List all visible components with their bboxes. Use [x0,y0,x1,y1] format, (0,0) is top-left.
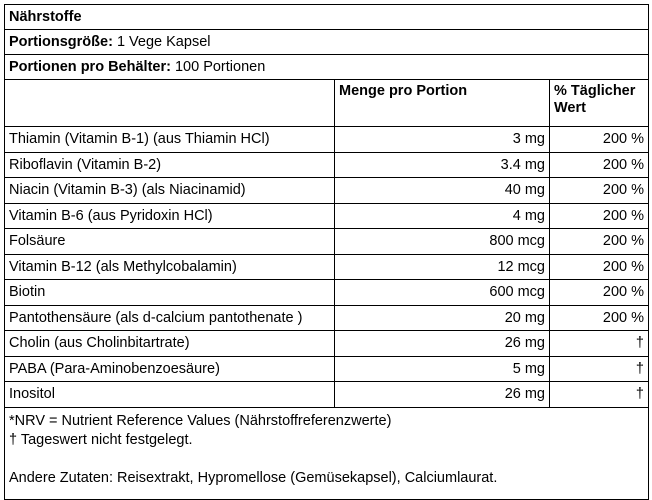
footnote-row [5,407,649,499]
nutrient-amount: 5 mg [335,356,550,382]
nutrient-row [5,229,649,255]
serving-size-label: Portionsgröße: [9,34,113,50]
nutrient-name: Biotin [5,280,335,306]
nutrient-daily-value: 200 % [550,203,649,229]
nutrient-amount: 12 mcg [335,254,550,280]
nutrient-row [5,152,649,178]
nutrient-row [5,331,649,357]
nutrient-row [5,305,649,331]
nutrient-amount: 3 mg [335,127,550,153]
nutrient-row [5,178,649,204]
servings-per-container-label: Portionen pro Behälter: [9,59,171,75]
nutrient-amount: 800 mcg [335,229,550,255]
nutrient-row [5,382,649,408]
nutrient-name: Inositol [5,382,335,408]
nutrient-name: Riboflavin (Vitamin B-2) [5,152,335,178]
column-header-empty [5,80,335,127]
nutrient-name: Cholin (aus Cholinbitartrate) [5,331,335,357]
nutrient-name: Thiamin (Vitamin B-1) (aus Thiamin HCl) [5,127,335,153]
serving-size-value: 1 Vege Kapsel [116,34,211,50]
nutrient-row [5,127,649,153]
servings-per-container-row [5,55,649,80]
nutrient-daily-value: † [550,382,649,408]
nutrient-amount: 3.4 mg [335,152,550,178]
column-header-row [5,80,649,127]
nutrient-row [5,203,649,229]
nutrient-name: Vitamin B-12 (als Methylcobalamin) [5,254,335,280]
nutrition-facts-panel [4,4,648,500]
column-header-daily-value: % Täglicher Wert [550,80,649,127]
nutrition-table [4,4,649,500]
nutrient-daily-value: 200 % [550,152,649,178]
nutrient-amount: 20 mg [335,305,550,331]
nutrient-row [5,280,649,306]
nutrient-daily-value: 200 % [550,254,649,280]
nutrient-name: PABA (Para-Aminobenzoesäure) [5,356,335,382]
nutrient-name: Niacin (Vitamin B-3) (als Niacinamid) [5,178,335,204]
other-ingredients: Andere Zutaten: Reisextrakt, Hypromellose (Gemüsekapsel), Calciumlaurat. [9,469,498,486]
servings-per-container-value: 100 Portionen [174,59,266,75]
column-header-amount: Menge pro Portion [335,80,550,127]
nutrient-amount: 40 mg [335,178,550,204]
nutrient-name: Pantothensäure (als d-calcium pantothenate ) [5,305,335,331]
nutrient-amount: 4 mg [335,203,550,229]
nutrient-daily-value: 200 % [550,178,649,204]
table-title: Nährstoffe [5,5,649,30]
nutrient-amount: 26 mg [335,382,550,408]
nutrient-daily-value: 200 % [550,305,649,331]
nutrient-amount: 26 mg [335,331,550,357]
nutrient-daily-value: † [550,356,649,382]
nutrient-daily-value: 200 % [550,127,649,153]
nutrient-daily-value: 200 % [550,280,649,306]
nutrient-daily-value: † [550,331,649,357]
dagger-footnote: † Tageswert nicht festgelegt. [9,431,193,448]
nutrient-name: Folsäure [5,229,335,255]
nutrient-row [5,356,649,382]
nrv-footnote: *NRV = Nutrient Reference Values (Nährstoffreferenzwerte) [9,412,392,429]
nutrient-row [5,254,649,280]
serving-size-row [5,30,649,55]
nutrient-daily-value: 200 % [550,229,649,255]
nutrient-amount: 600 mcg [335,280,550,306]
title-row [5,5,649,30]
nutrient-name: Vitamin B-6 (aus Pyridoxin HCl) [5,203,335,229]
